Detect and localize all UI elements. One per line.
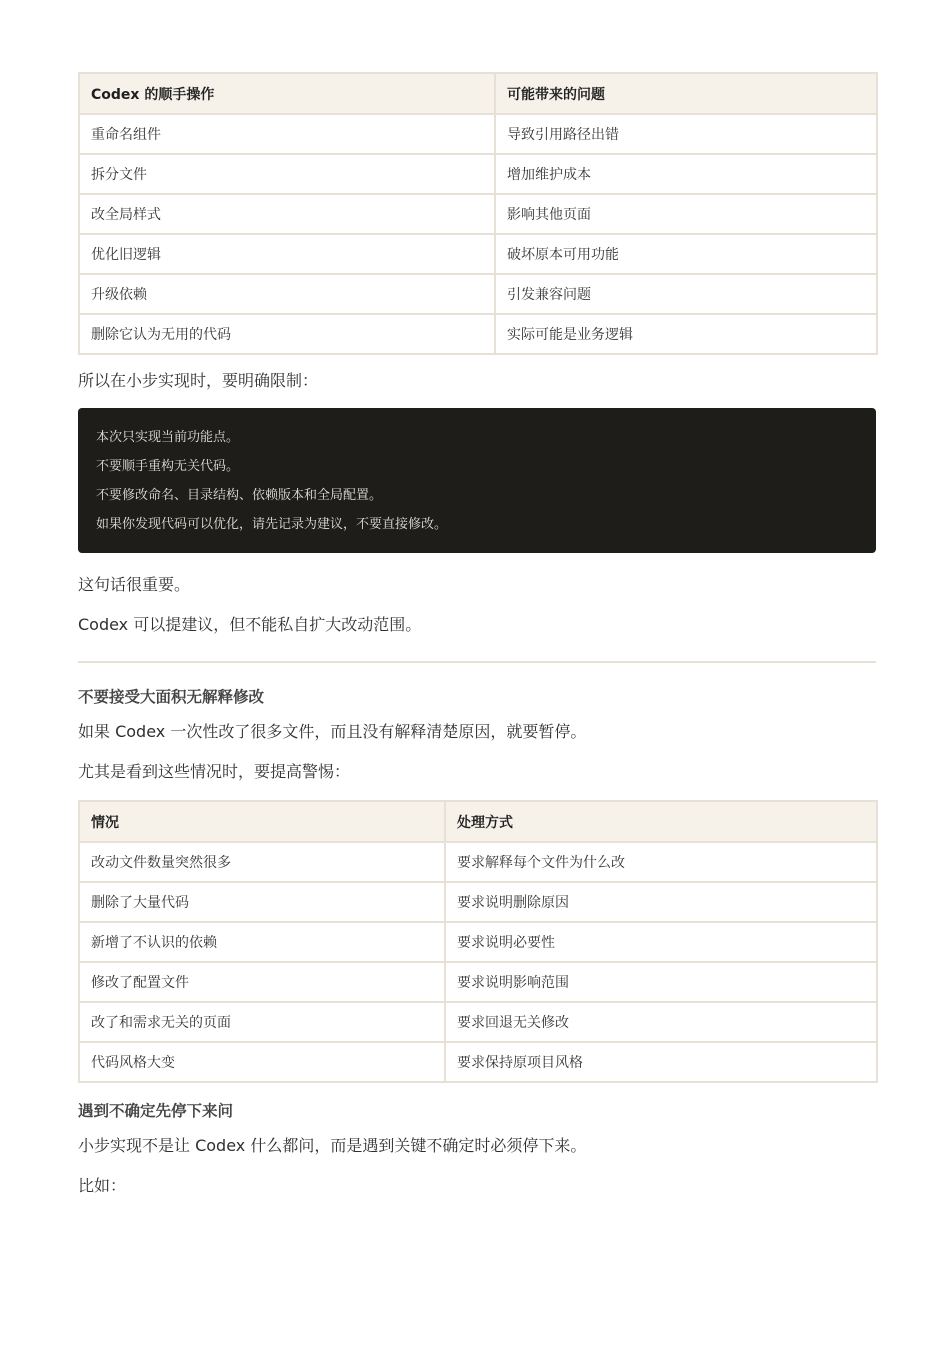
code-line: 不要顺手重构无关代码。 bbox=[96, 459, 240, 474]
table-cell: 重命名组件 bbox=[79, 114, 495, 154]
table-cell: 优化旧逻辑 bbox=[79, 234, 495, 274]
table-cell: 要求解释每个文件为什么改 bbox=[445, 842, 877, 882]
table-cell: 删除了大量代码 bbox=[79, 882, 445, 922]
table-cell: 导致引用路径出错 bbox=[495, 114, 877, 154]
table-row bbox=[79, 114, 877, 154]
table-cell: 要求说明必要性 bbox=[445, 922, 877, 962]
table-row bbox=[79, 962, 877, 1002]
table-cell: 引发兼容问题 bbox=[495, 274, 877, 314]
table-cell: 要求说明影响范围 bbox=[445, 962, 877, 1002]
table-row bbox=[79, 1042, 877, 1082]
table-cell: 要求回退无关修改 bbox=[445, 1002, 877, 1042]
example-intro-paragraph: 比如： bbox=[78, 1176, 127, 1195]
table-header-cell: 处理方式 bbox=[445, 801, 877, 842]
table-cell: 修改了配置文件 bbox=[79, 962, 445, 1002]
table-row bbox=[79, 882, 877, 922]
section-heading-stop-and-ask: 遇到不确定先停下来问 bbox=[78, 1102, 234, 1120]
table-row bbox=[79, 154, 877, 194]
table-cell: 删除它认为无用的代码 bbox=[79, 314, 495, 354]
table-header-cell: Codex 的顺手操作 bbox=[79, 73, 495, 114]
table-cell: 改了和需求无关的页面 bbox=[79, 1002, 445, 1042]
table-row bbox=[79, 234, 877, 274]
table-cell: 破坏原本可用功能 bbox=[495, 234, 877, 274]
table-cell: 代码风格大变 bbox=[79, 1042, 445, 1082]
table-row bbox=[79, 274, 877, 314]
table-header-row bbox=[79, 73, 877, 114]
code-line: 本次只实现当前功能点。 bbox=[96, 430, 240, 445]
table-cell: 拆分文件 bbox=[79, 154, 495, 194]
table-header-cell: 情况 bbox=[79, 801, 445, 842]
risk-table bbox=[78, 72, 878, 355]
table-header-cell: 可能带来的问题 bbox=[495, 73, 877, 114]
table-header-row bbox=[79, 801, 877, 842]
table-cell: 新增了不认识的依赖 bbox=[79, 922, 445, 962]
table-row bbox=[79, 1002, 877, 1042]
situation-table bbox=[78, 800, 878, 1083]
table-row bbox=[79, 314, 877, 354]
section-divider bbox=[78, 661, 876, 663]
section-heading-no-large-changes: 不要接受大面积无解释修改 bbox=[78, 688, 265, 706]
table-cell: 要求保持原项目风格 bbox=[445, 1042, 877, 1082]
code-line: 不要修改命名、目录结构、依赖版本和全局配置。 bbox=[96, 488, 383, 503]
table-cell: 实际可能是业务逻辑 bbox=[495, 314, 877, 354]
table-row bbox=[79, 922, 877, 962]
table-cell: 影响其他页面 bbox=[495, 194, 877, 234]
code-block bbox=[78, 408, 876, 553]
table-cell: 改动文件数量突然很多 bbox=[79, 842, 445, 882]
alert-intro-paragraph: 尤其是看到这些情况时，要提高警惕： bbox=[78, 762, 351, 781]
limit-intro-paragraph: 所以在小步实现时，要明确限制： bbox=[78, 371, 319, 390]
stop-when-unsure-paragraph: 小步实现不是让 Codex 什么都问，而是遇到关键不确定时必须停下来。 bbox=[78, 1136, 587, 1155]
codex-suggest-paragraph: Codex 可以提建议，但不能私自扩大改动范围。 bbox=[78, 615, 422, 634]
table-cell: 升级依赖 bbox=[79, 274, 495, 314]
code-line: 如果你发现代码可以优化，请先记录为建议，不要直接修改。 bbox=[96, 517, 448, 532]
pause-paragraph: 如果 Codex 一次性改了很多文件，而且没有解释清楚原因，就要暂停。 bbox=[78, 722, 587, 741]
important-paragraph: 这句话很重要。 bbox=[78, 575, 191, 594]
document-content bbox=[78, 72, 876, 1198]
table-row bbox=[79, 194, 877, 234]
table-cell: 改全局样式 bbox=[79, 194, 495, 234]
table-cell: 增加维护成本 bbox=[495, 154, 877, 194]
table-cell: 要求说明删除原因 bbox=[445, 882, 877, 922]
table-row bbox=[79, 842, 877, 882]
